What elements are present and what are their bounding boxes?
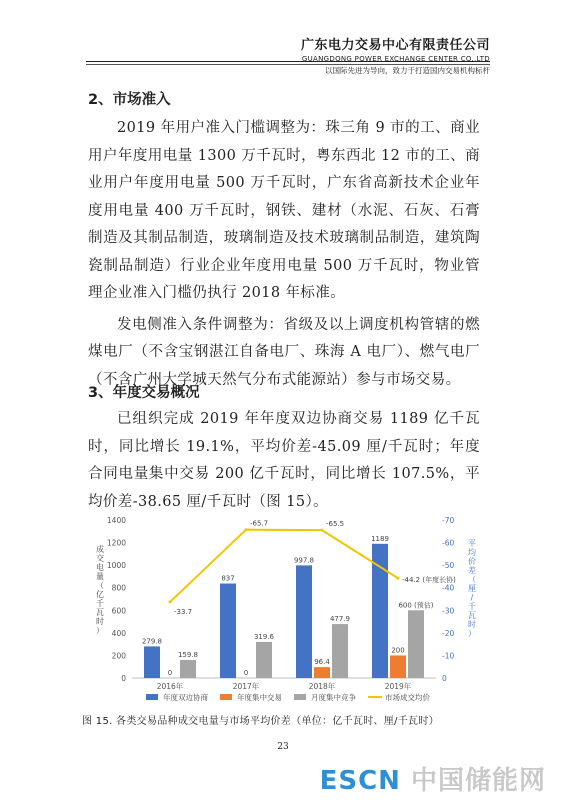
combo-chart	[88, 512, 480, 712]
y-right-tick-label: -30	[442, 606, 455, 616]
line-point	[245, 528, 248, 531]
company-name-en: GUANGDONG POWER EXCHANGE CENTER CO.,LTD	[301, 55, 490, 63]
section-heading: 3、年度交易概况	[88, 385, 200, 401]
line-data-label: -65.5	[326, 520, 345, 529]
y-left-axis-title-char: 瓦	[96, 608, 104, 617]
y-right-tick-label: -20	[442, 628, 455, 638]
y-left-axis-title-char: 千	[96, 599, 104, 608]
bar-3	[180, 660, 196, 678]
y-right-axis-title-char: 时	[468, 620, 476, 629]
bar-1	[296, 565, 312, 678]
bar-2	[314, 667, 330, 678]
y-left-tick-label: 600	[111, 606, 126, 616]
y-left-tick-label: 1400	[106, 516, 126, 525]
legend-label: 市场成交均价	[385, 693, 430, 702]
header-rule	[86, 61, 490, 62]
y-right-axis-title-char: 价	[468, 557, 476, 566]
bar-data-label: 1189	[371, 534, 389, 543]
bar-data-label: 200	[391, 646, 405, 655]
legend-label: 月度集中竞争	[311, 693, 356, 702]
bar-data-label: 159.8	[177, 650, 199, 659]
section-annual-overview	[88, 381, 480, 516]
legend-swatch	[146, 694, 158, 700]
y-right-axis-title-char: ）	[468, 629, 476, 638]
y-left-axis-title-char: ）	[96, 626, 104, 635]
y-left-tick-label: 200	[111, 651, 126, 661]
paragraph-generator-access: 发电侧准入条件调整为：省级及以上调度机构管辖的燃煤电厂（不含宝钢湛江自备电厂、珠海 A 电厂）、燃气电厂（不含广州大学城天然气分布式能源站）参与市场交易。	[88, 316, 480, 388]
y-left-tick-label: 800	[111, 583, 126, 593]
y-right-axis-title-char: 千	[468, 602, 476, 611]
bar-data-label: 96.4	[314, 658, 330, 667]
bar-data-label: 0	[243, 669, 249, 677]
y-left-axis-title-char: 成	[96, 545, 104, 554]
legend-label: 年度双边协商	[163, 693, 208, 702]
bar-3	[408, 610, 424, 678]
y-right-axis-title-char: /	[470, 593, 474, 602]
figure-15-chart	[88, 512, 480, 712]
y-right-tick-label: -10	[442, 651, 455, 661]
paragraph-annual-trade: 已组织完成 2019 年年度双边协商交易 1189 亿千瓦时，同比增长 19.1%，平均价差-45.09 厘/千瓦时；年度合同电量集中交易 200 亿千瓦时，同比增长 107.5%，平均价差-38.65 厘/千瓦时（图 15）。	[88, 411, 480, 510]
y-right-tick-label: 0	[442, 674, 447, 683]
bar-3	[256, 642, 272, 678]
bar-1	[220, 584, 236, 678]
line-point	[397, 577, 400, 580]
watermark-cn-text: 中国储能网	[410, 766, 546, 796]
x-tick-label: 2017年	[232, 682, 260, 691]
y-right-tick-label: -50	[442, 561, 455, 571]
bar-data-label: 997.8	[293, 556, 315, 565]
legend-label: 年度集中交易	[237, 693, 282, 702]
figure-caption: 图 15. 各类交易品种成交电量与市场平均价差（单位：亿千瓦时、厘/千瓦时）	[82, 716, 440, 727]
bar-1	[144, 646, 160, 678]
y-right-tick-label: -60	[442, 538, 455, 548]
y-left-tick-label: 400	[111, 628, 126, 638]
x-tick-label: 2018年	[308, 682, 336, 691]
y-left-axis-title-char: 亿	[96, 590, 104, 599]
line-point	[169, 600, 172, 603]
bar-data-label: 319.6	[253, 632, 275, 641]
watermark-logo	[320, 760, 546, 797]
y-right-axis-title-char: 差	[468, 566, 476, 575]
y-right-axis-title-char: 瓦	[468, 611, 476, 620]
bar-data-label: 477.9	[329, 615, 351, 624]
paragraph-user-access: 2019 年用户准入门槛调整为：珠三角 9 市的工、商业用户年度用电量 1300 万千瓦时，粤东西北 12 市的工、商业用户年度用电量 500 万千瓦时，广东省高新技术企业年度用电量 400 万千瓦时，钢铁、建材（水泥、石灰、石膏制造及其制品制造，玻璃制造及技术玻璃制品制造，建筑陶瓷制品制造）行业企业年度用电量 500 万千瓦时，物业管理企业准入门槛仍执行 2018 年标准。	[88, 120, 480, 301]
y-right-tick-label: -40	[442, 583, 455, 593]
bar-data-label: 600 (预估)	[398, 601, 434, 610]
section-heading: 2、市场准入	[88, 92, 171, 108]
line-point	[321, 529, 324, 532]
line-series-avg-price	[170, 530, 398, 602]
x-tick-label: 2016年	[156, 682, 184, 691]
legend-swatch	[294, 694, 306, 700]
bar-data-label: 279.8	[141, 637, 163, 646]
y-right-axis-title-char: 平	[468, 539, 476, 548]
company-slogan: 以国际先进为导向，致力于打造国内交易机构标杆	[325, 66, 490, 75]
page-number: 23	[277, 742, 289, 752]
bar-2	[390, 655, 406, 678]
y-left-axis-title-char: 电	[96, 563, 104, 572]
y-left-axis-title-char: （	[96, 581, 104, 590]
y-right-axis-title-char: 厘	[468, 584, 476, 593]
watermark-escn: ESCN	[319, 766, 401, 796]
y-right-tick-label: -70	[442, 516, 455, 525]
header-rule-thin	[86, 64, 490, 65]
bar-3	[332, 624, 348, 678]
section-market-access	[88, 88, 480, 394]
page-header	[301, 34, 490, 76]
legend-swatch	[220, 694, 232, 700]
y-left-tick-label: 1000	[106, 561, 126, 571]
line-data-label: -33.7	[174, 607, 193, 616]
x-tick-label: 2019年	[384, 682, 412, 691]
y-left-axis-title-char: 时	[96, 617, 104, 626]
y-left-tick-label: 1200	[106, 538, 126, 548]
line-data-label: -44.2 (年度长协)	[402, 576, 456, 585]
y-right-axis-title-char: 均	[468, 548, 476, 557]
bar-data-label: 0	[167, 669, 173, 677]
bar-data-label: 837	[221, 574, 235, 583]
line-data-label: -65.7	[250, 519, 269, 528]
y-left-axis-title-char: 交	[96, 554, 104, 563]
y-left-axis-title-char: 量	[96, 572, 104, 581]
company-name-cn: 广东电力交易中心有限责任公司	[300, 38, 490, 53]
y-right-axis-title-char: （	[468, 575, 476, 584]
y-left-tick-label: 0	[121, 674, 126, 683]
